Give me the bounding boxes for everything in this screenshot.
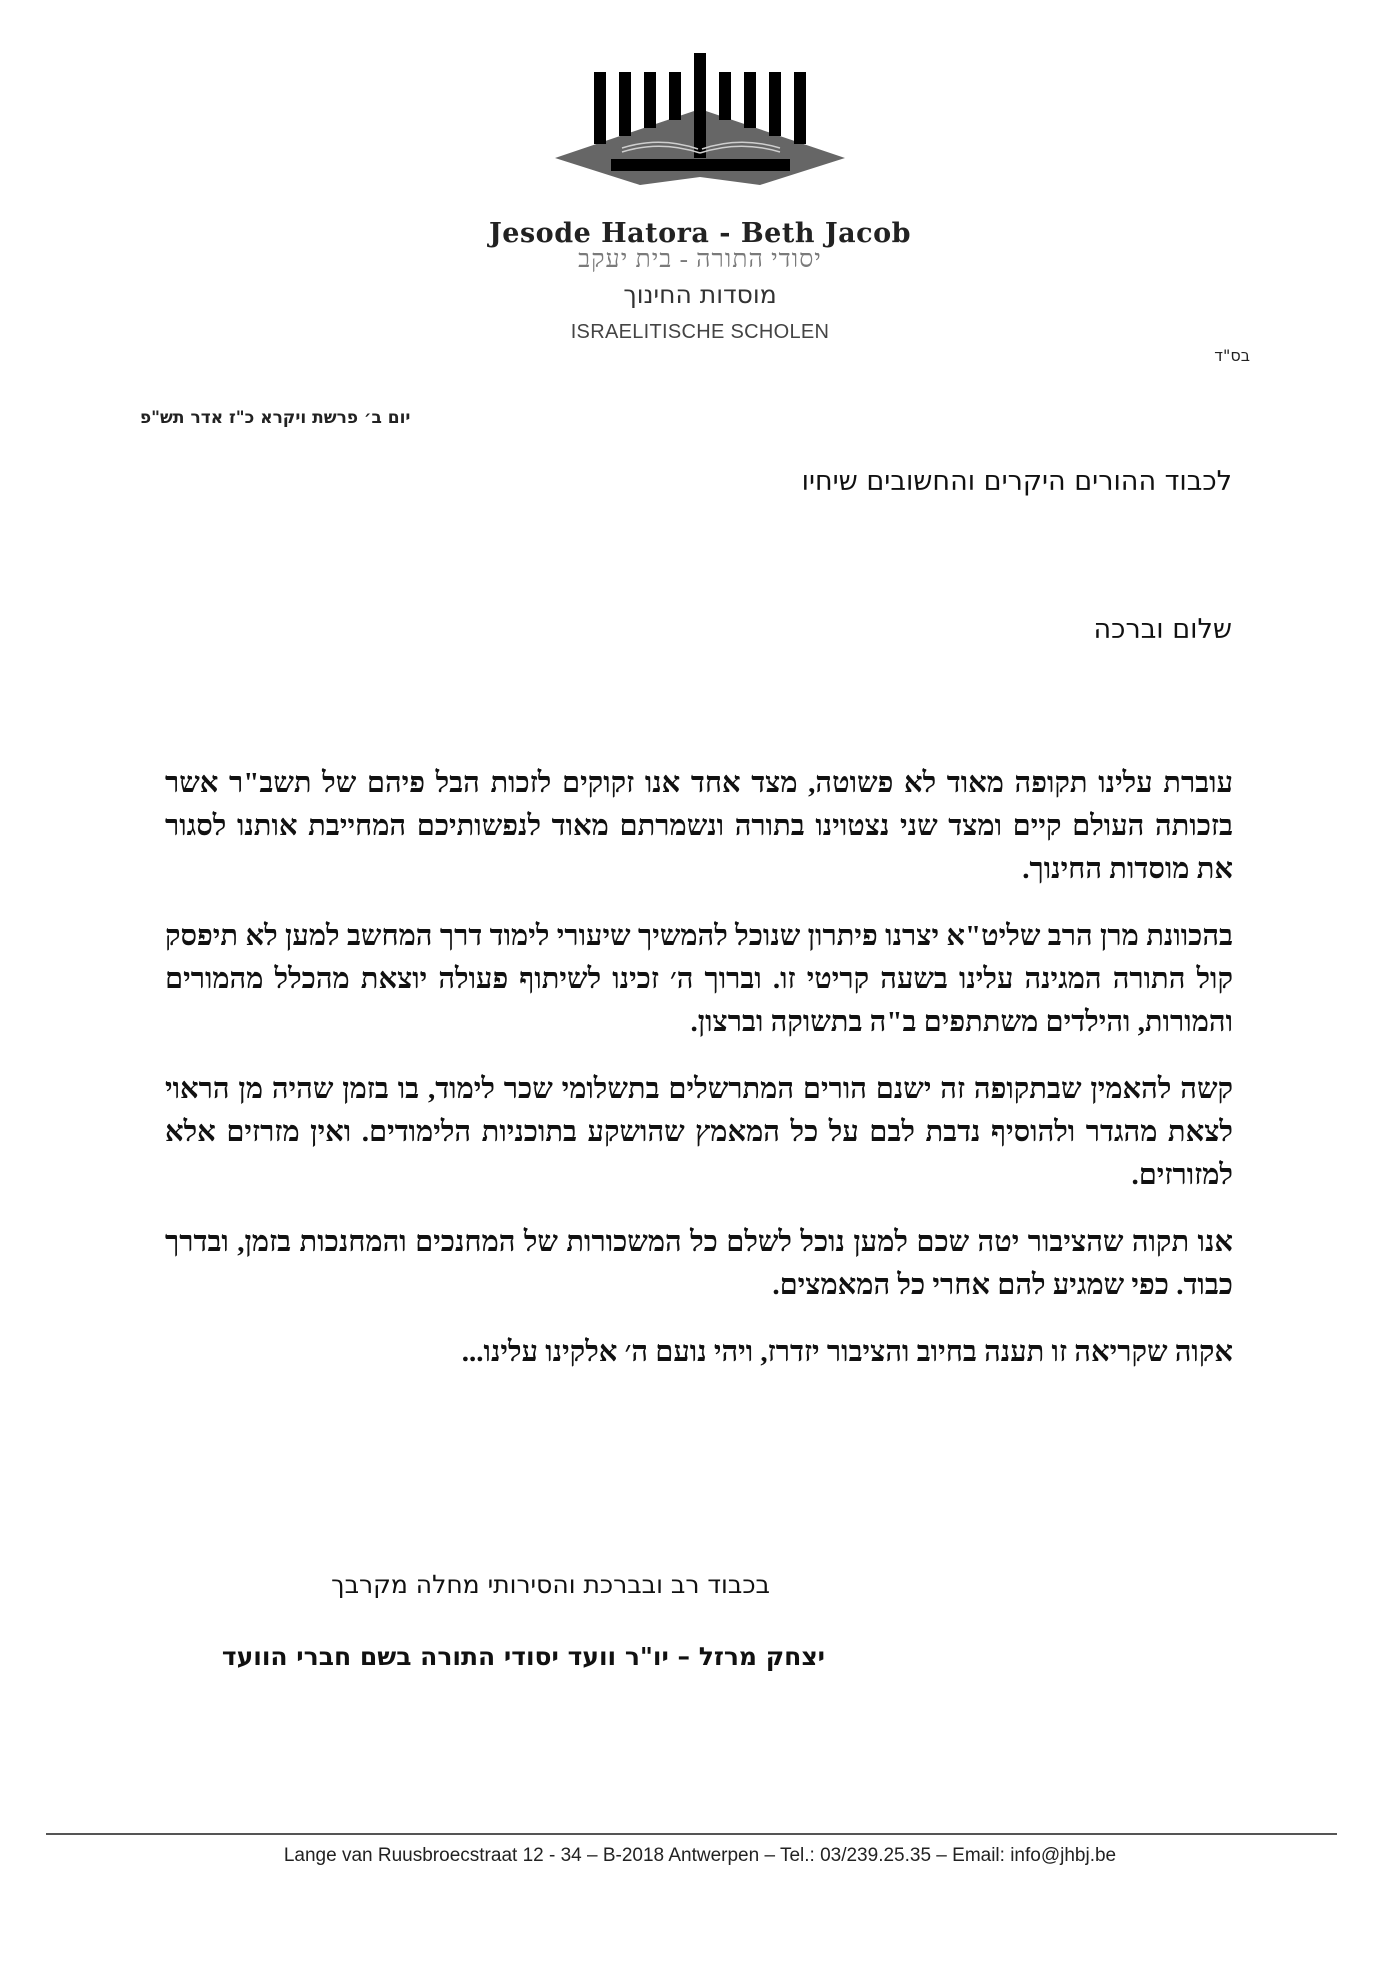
org-subtitle: ISRAELITISCHE SCHOLEN: [570, 321, 830, 343]
paragraph: קשה להאמין שבתקופה זה ישנם הורים המתרשלים בתשלומי שכר לימוד, בו בזמן שהיה מן הראוי לצאת מהגדר ולהוסיף נדבת לבם על כל המאמץ שהושקע בתוכניות הלימודים. ואין מזרזים אלא למזורזים.: [165, 1073, 1233, 1191]
paragraph: אקוה שקריאה זו תענה בחיוב והציבור יזדרז, ויהי נועם ה׳ אלקינו עלינו...: [461, 1336, 1233, 1368]
paragraph: אנו תקוה שהציבור יטה שכם למען נוכל לשלם כל המשכורות של המחנכים והמחנכות בזמן, ובדרך כבוד. כפי שמגיע להם אחרי כל המאמצים.: [165, 1226, 1233, 1301]
letter-date: יום ב׳ פרשת ויקרא כ"ז אדר תש"פ: [140, 408, 411, 428]
greeting: שלום וברכה: [1093, 614, 1232, 645]
signature: יצחק מרזל – יו"ר וועד יסודי התורה בשם חברי הוועד: [221, 1642, 825, 1671]
footer-divider: [46, 1833, 1337, 1835]
footer-address: Lange van Ruusbroecstraat 12 - 34 – B-2018 Antwerpen – Tel.: 03/239.25.35 – Email: info@jhbj.be: [283, 1845, 1117, 1866]
letter-body: [165, 762, 1233, 1398]
signoff: בכבוד רב ובברכת והסירותי מחלה מקרבך: [331, 1570, 770, 1599]
org-name-hebrew: יסודי התורה - בית יעקב: [578, 246, 822, 273]
org-name-latin: Jesode Hatora - Beth Jacob: [489, 218, 911, 249]
institutions-title: מוסדות החינוך: [623, 280, 777, 309]
paragraph: עוברת עלינו תקופה מאוד לא פשוטה, מצד אחד אנו זקוקים לזכות הבל פיהם של תשב"ר אשר בזכותה העולם קיים ומצד שני נצטוינו בתורה ונשמרתם מאוד לנפשותיכם המחייבת אותנו לסגור את מוסדות החינוך.: [165, 767, 1233, 885]
bsd-mark: בס"ד: [1214, 346, 1250, 365]
salutation: לכבוד ההורים היקרים והחשובים שיחיו: [801, 466, 1232, 497]
menorah-book-logo-icon: [550, 45, 850, 195]
paragraph: בהכוונת מרן הרב שליט"א יצרנו פיתרון שנוכל להמשיך שיעורי לימוד דרך המחשב למען לא תיפסק קול התורה המגינה עלינו בשעה קריטי זו. וברוך ה׳ זכינו לשיתוף פעולה יוצאת מהכלל מהמורים והמורות, והילדים משתתפים ב"ה בתשוקה וברצון.: [165, 920, 1233, 1038]
